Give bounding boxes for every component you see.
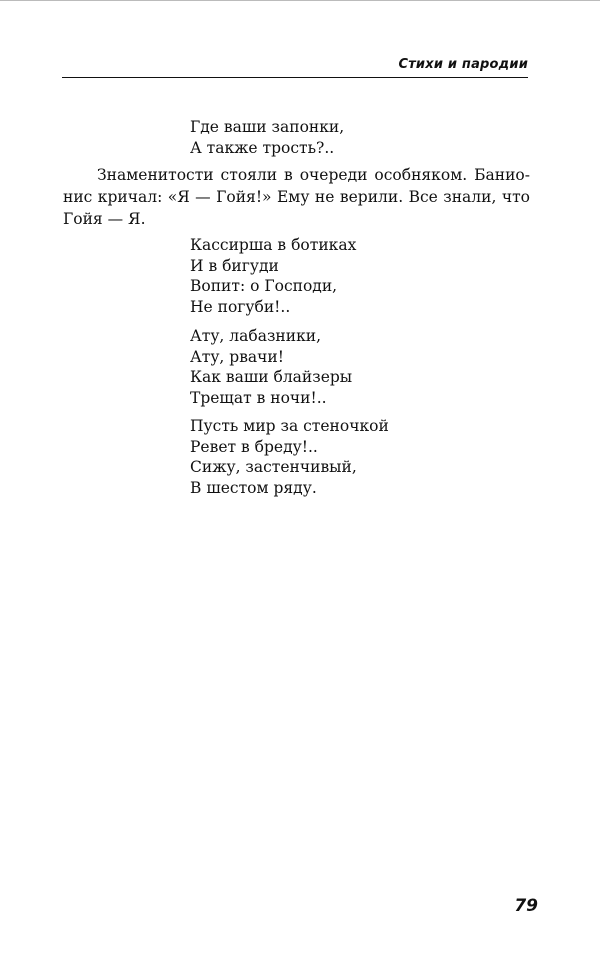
prose-line: Гойя — Я. bbox=[63, 210, 146, 228]
verse-line: Вопит: о Господи, bbox=[190, 277, 338, 295]
verse-line: Сижу, застенчивый, bbox=[190, 458, 357, 476]
verse-line: Кассирша в ботиках bbox=[190, 236, 357, 254]
verse-line: Трещат в ночи!.. bbox=[190, 388, 327, 407]
prose-paragraph bbox=[63, 164, 530, 230]
verse-line: И в бигуди bbox=[190, 256, 279, 275]
running-title: Стихи и пародии bbox=[398, 57, 528, 72]
verse-line: Как ваши блайзеры bbox=[190, 368, 353, 386]
prose-line: Знаменитости стояли в очереди особняком. Банио- bbox=[97, 166, 530, 184]
verse-line: Где ваши запонки, bbox=[190, 118, 345, 136]
stanza-1 bbox=[190, 117, 344, 158]
verse-line: В шестом ряду. bbox=[190, 478, 317, 497]
verse-line: А также трость?.. bbox=[190, 138, 335, 157]
verse-line: Ревет в бреду!.. bbox=[190, 437, 318, 456]
prose-line: нис кричал: «Я — Гойя!» Ему не верили. Все знали, что bbox=[63, 188, 530, 206]
stanza-2 bbox=[190, 235, 356, 317]
stanza-3 bbox=[190, 326, 352, 408]
verse-line: Ату, рвачи! bbox=[190, 347, 284, 366]
header-rule bbox=[62, 77, 528, 78]
verse-line: Не погуби!.. bbox=[190, 297, 291, 316]
verse-line: Ату, лабазники, bbox=[190, 327, 322, 345]
stanza-4 bbox=[190, 416, 389, 498]
page-number: 79 bbox=[514, 896, 538, 916]
page-top-edge bbox=[0, 0, 600, 1]
verse-line: Пусть мир за стеночкой bbox=[190, 417, 389, 435]
